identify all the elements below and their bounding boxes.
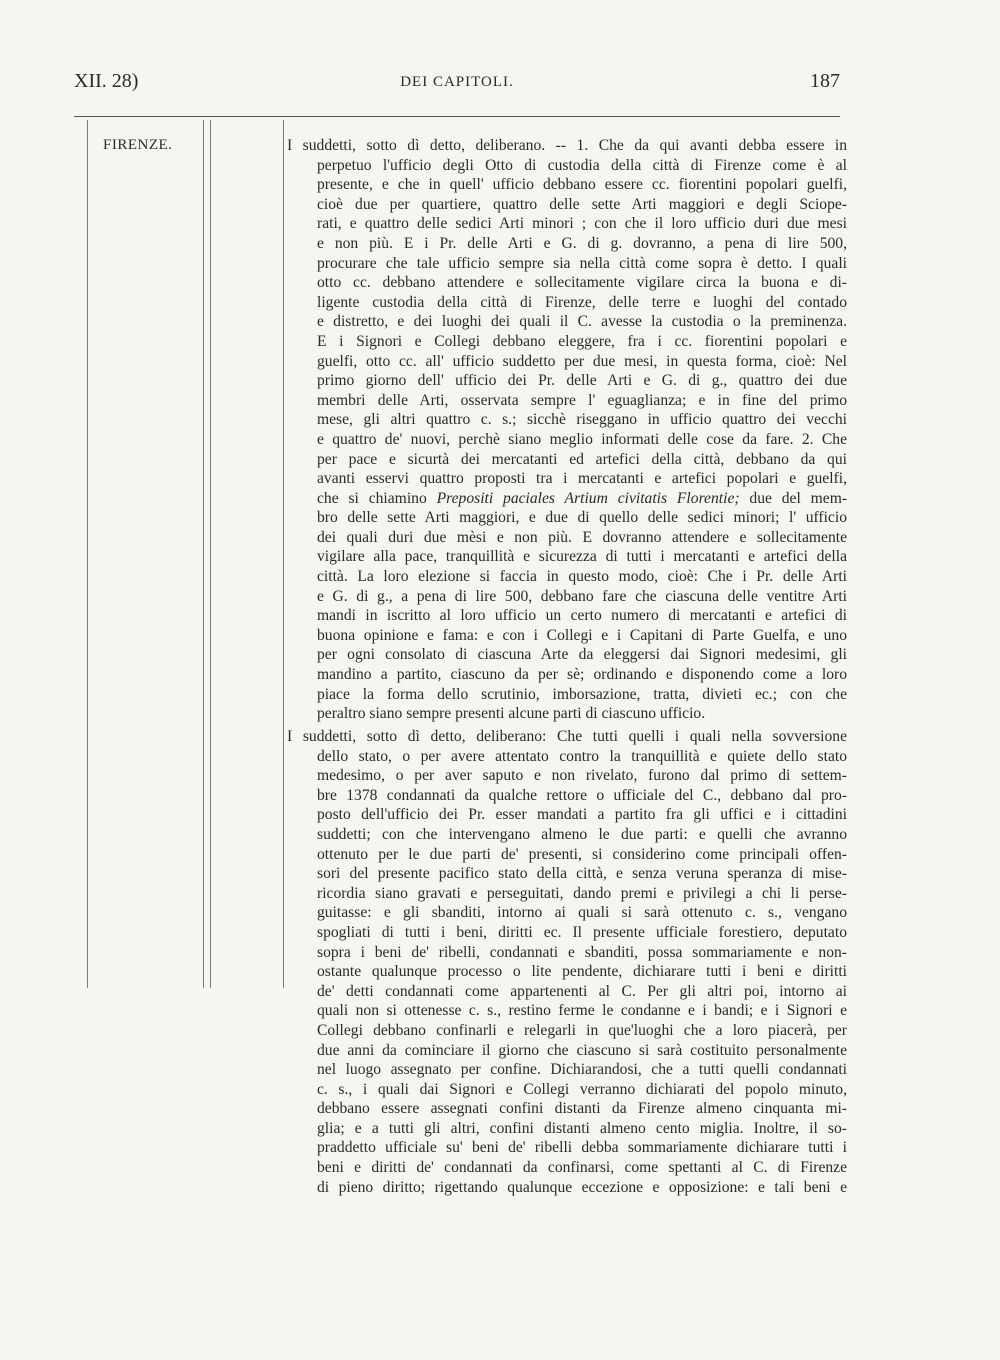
paragraph-2 bbox=[287, 727, 847, 1197]
text-line: sopra i beni de' ribelli, condannati e sbanditi, possa sommariamente e non- bbox=[317, 943, 847, 961]
text-line: di pieno diritto; rigettando qualunque eccezione e opposizione: e tali beni e bbox=[317, 1178, 847, 1196]
text-line: bro delle sette Arti maggiori, e due di quello delle sedici minori; l' ufficio bbox=[317, 509, 847, 527]
text-line: c. s., i quali dai Signori e Collegi verranno dichiarati del popolo minuto, bbox=[317, 1080, 847, 1098]
text-line: città. La loro elezione si faccia in questo modo, cioè: Che i Pr. delle Arti bbox=[317, 568, 847, 586]
text-line: vigilare alla pace, tranquillità e sicurezza di tutti i mercatanti e artefici della bbox=[317, 548, 847, 566]
running-header bbox=[74, 70, 840, 100]
text-line: dello stato, o per avere attentato contro la tranquillità e quiete dello stato bbox=[317, 747, 847, 765]
text-line: mandi in iscritto al loro ufficio un certo numero di mercatanti e artefici di bbox=[317, 607, 847, 625]
text-line: praddetto ufficiale su' beni de' ribelli debba sommariamente dichiarare tutti i bbox=[317, 1139, 847, 1157]
text-line: E i Signori e Collegi debbano eleggere, fra i cc. fiorentini popolari e bbox=[317, 332, 847, 350]
text-line: ottenuto per le due parti de' presenti, si considerino come principali offen- bbox=[317, 845, 847, 863]
text-line: posto dell'ufficio dei Pr. esser mandati a partito fra gli uffici e i cittadini bbox=[317, 806, 847, 824]
text-line: Collegi debbano confinarli e relegarli in que'luoghi che a loro piacerà, per bbox=[317, 1021, 847, 1039]
text-line: membri delle Arti, osservata sempre l' eguaglianza; e in fine del primo bbox=[317, 391, 847, 409]
text-line: procurare che tale ufficio sempre sia nella città come sopra è detto. I quali bbox=[317, 254, 847, 272]
text-line: medesimo, o per aver saputo e non rivelato, furono dal primo di settem- bbox=[317, 767, 847, 785]
column-rule-1 bbox=[87, 120, 88, 988]
margin-place-label: FIRENZE. bbox=[103, 137, 173, 153]
text-line: cioè due per quartiere, quattro delle sette Arti maggiori e degli Sciope- bbox=[317, 195, 847, 213]
running-title: DEI CAPITOLI. bbox=[400, 74, 514, 90]
text-segment: due del mem- bbox=[739, 489, 848, 507]
text-line: I suddetti, sotto dì detto, deliberano: Che tutti quelli i quali nella sovversione bbox=[287, 728, 847, 745]
text-line: quali non si ottenesse c. s., restino ferme le condanne e i bandi; e i Signori e bbox=[317, 1002, 847, 1020]
text-line: sori del presente pacifico stato della città, e senza veruna speranza di mise- bbox=[317, 865, 847, 883]
text-line: mese, gli altri quattro c. s.; sicchè riseggano in ufficio quattro dei vecchi bbox=[317, 411, 847, 429]
text-line: dei quali duri due mèsi e non più. E dovranno attendere e sollecitamente bbox=[317, 528, 847, 546]
column-rule-2 bbox=[203, 120, 204, 988]
column-rule-3 bbox=[210, 120, 211, 988]
text-segment: che si chiamino bbox=[317, 489, 437, 507]
column-rule-4 bbox=[283, 120, 284, 988]
text-line: e distretto, e dei luoghi dei quali il C. avesse la custodia o la preminenza. bbox=[317, 313, 847, 331]
text-line: guelfi, otto cc. all' ufficio suddetto per due mesi, in questa forma, cioè: Nel bbox=[317, 352, 847, 370]
text-line: glia; e a tutti gli altri, confini distanti almeno cento miglia. Inoltre, il so- bbox=[317, 1119, 847, 1137]
text-line: ostante qualunque processo o lite pendente, dichiarare tutti i beni e diritti bbox=[317, 963, 847, 981]
text-line: primo giorno dell' ufficio dei Pr. delle Arti e G. di g., quattro dei due bbox=[317, 372, 847, 390]
text-line: per pace e sicurtà dei mercatanti ed artefici della città, debbano da qui bbox=[317, 450, 847, 468]
text-line: per ogni consolato di ciascuna Arte da eleggersi dai Signori medesimi, gli bbox=[317, 646, 847, 664]
text-line: debbano essere assegnati confini distanti da Firenze almeno cinquanta mi- bbox=[317, 1100, 847, 1118]
text-line: mandino a partito, ciascuno da per sè; ordinando e disponendo come a loro bbox=[317, 666, 847, 684]
text-line: nel luogo assegnato per confine. Dichiarandosi, che a tutti quelli condannati bbox=[317, 1061, 847, 1079]
text-line: bre 1378 condannati da qualche rettore o ufficiale del C., debbano dal pro- bbox=[317, 786, 847, 804]
text-line: beni e diritti de' condannati da confinarsi, come spettanti al C. di Firenze bbox=[317, 1159, 847, 1177]
text-line: rati, e quattro delle sedici Arti minori ; con che il loro ufficio duri due mesi bbox=[317, 215, 847, 233]
page-number: 187 bbox=[810, 70, 840, 92]
text-line: peraltro siano sempre presenti alcune parti di ciascuno ufficio. bbox=[317, 705, 706, 723]
paragraph-1 bbox=[287, 136, 847, 724]
text-line: guitasse: e gli sbanditi, intorno ai quali si sarà ottenuto c. s., vengano bbox=[317, 904, 847, 922]
text-line: de' detti condannati come appartenenti al C. Per gli altri poi, intorno ai bbox=[317, 982, 847, 1000]
text-line: due anni da cominciare il giorno che ciascuno si sarà costituito personalmente bbox=[317, 1041, 847, 1059]
text-line: suddetti; con che intervengano almeno le due parti: e quelli che avranno bbox=[317, 825, 847, 843]
text-line: piace la forma dello scrutinio, imborsazione, tratta, divieti ec.; con che bbox=[317, 685, 847, 703]
latin-phrase: Prepositi paciales Artium civitatis Florentie; bbox=[436, 489, 740, 507]
text-line: buona opinione e fama: e con i Collegi e i Capitani di Parte Guelfa, e uno bbox=[317, 626, 847, 644]
text-line: e non più. E i Pr. delle Arti e G. di g. dovranno, a pena di lire 500, bbox=[317, 234, 847, 252]
text-line: ligente custodia della città di Firenze, delle terre e luoghi del contado bbox=[317, 293, 847, 311]
text-line: presente, e che in quell' ufficio debbano essere cc. fiorentini popolari guelfi, bbox=[317, 176, 847, 194]
text-line: I suddetti, sotto dì detto, deliberano. -- 1. Che da qui avanti debba essere in bbox=[287, 137, 847, 154]
text-line: ricordia siano gravati e perseguitati, dando premi e privilegi a chi li perse- bbox=[317, 884, 847, 902]
text-line bbox=[287, 489, 847, 509]
text-line: e quattro de' nuovi, perchè siano meglio informati delle cose da fare. 2. Che bbox=[317, 430, 847, 448]
text-line: otto cc. debbano attendere e sollecitamente vigilare circa la buona e di- bbox=[317, 274, 847, 292]
text-line: avanti esservi quattro proposti tra i mercatanti e artefici popolari e guelfi, bbox=[317, 470, 847, 488]
text-line: e G. di g., a pena di lire 500, debbano fare che ciascuna delle ventitre Arti bbox=[317, 587, 847, 605]
text-line: spogliati di tutti i beni, diritti ec. Il presente ufficiale forestiero, deputato bbox=[317, 923, 847, 941]
section-number: XII. 28) bbox=[74, 70, 139, 92]
text-line: perpetuo l'ufficio degli Otto di custodia della città di Firenze come è al bbox=[317, 156, 847, 174]
header-rule bbox=[74, 116, 840, 117]
